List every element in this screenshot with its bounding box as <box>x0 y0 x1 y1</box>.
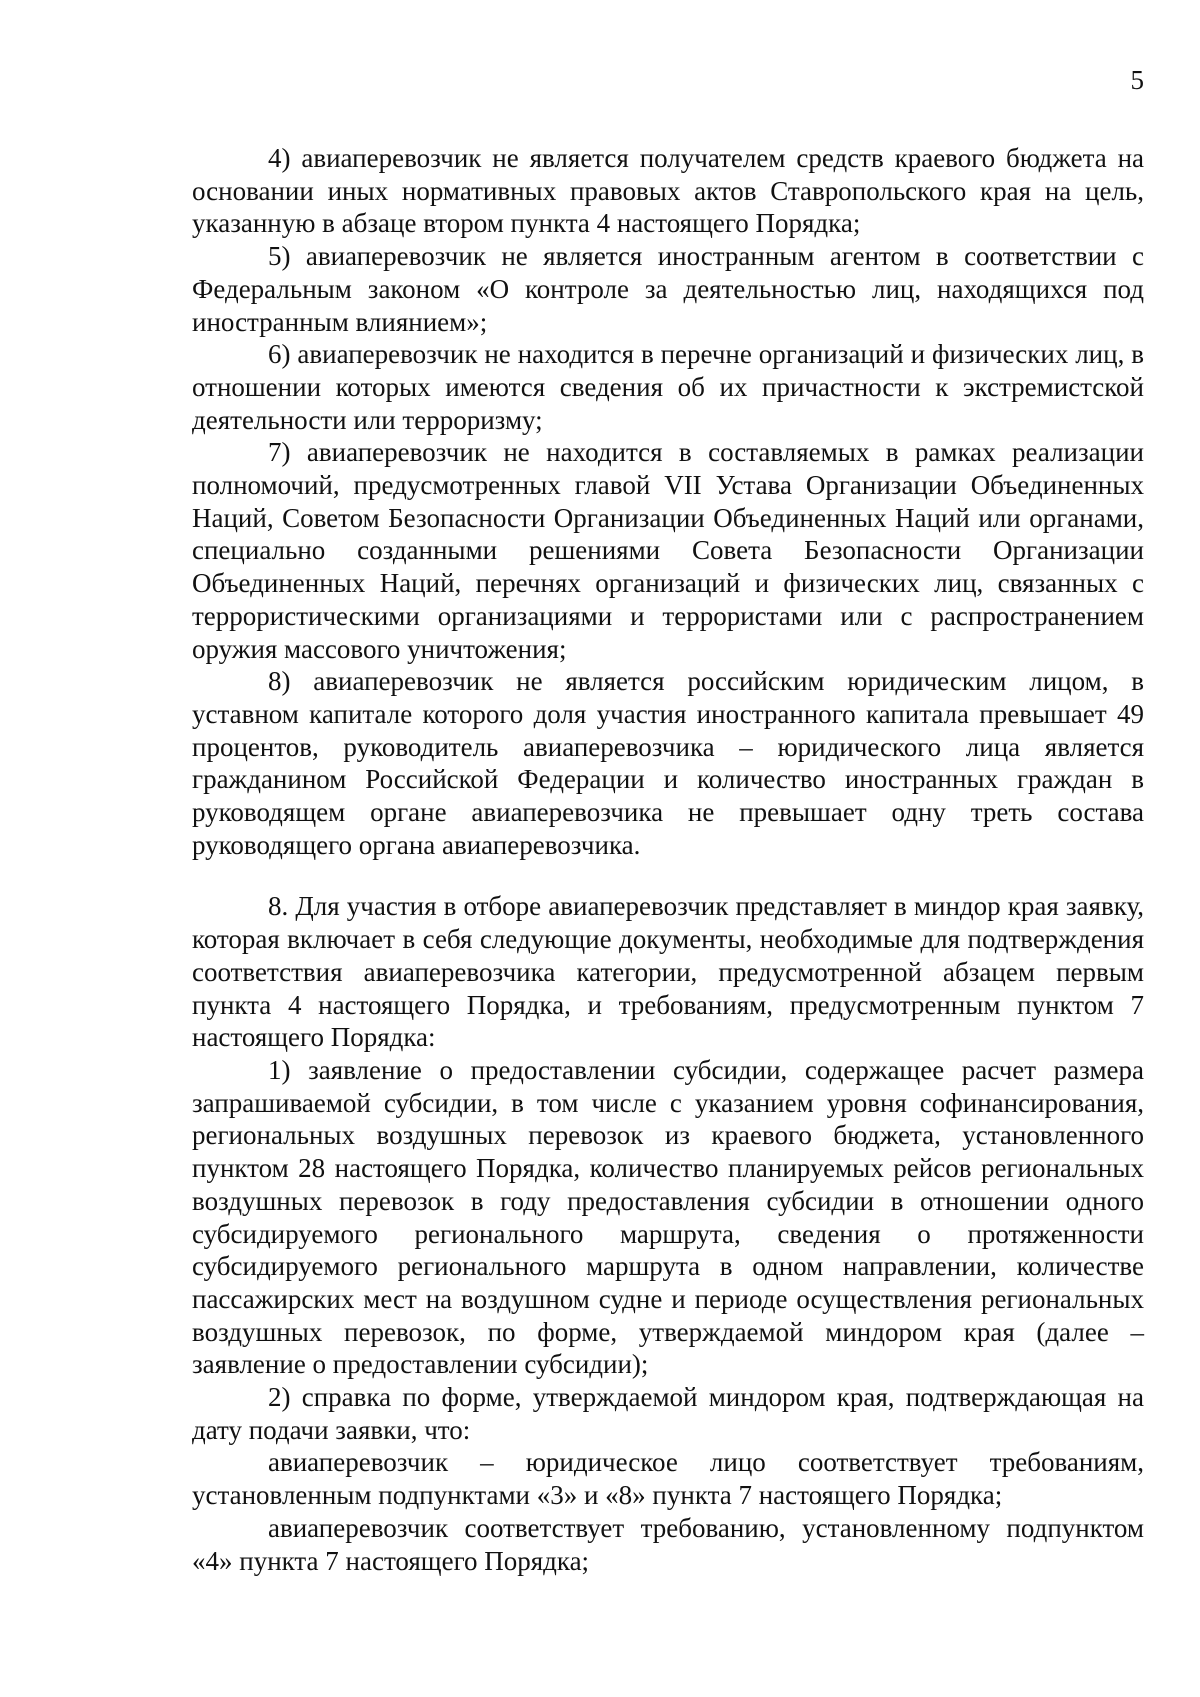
paragraph-item-4: 4) авиаперевозчик не является получателем средств краевого бюджета на основании иных нормативных правовых актов Ставропольского края на цель, указанную в абзаце втором пункта 4 настоящего Порядка; <box>192 143 1144 239</box>
paragraph-indent-2: авиаперевозчик соответствует требованию, установленному подпунктом «4» пункта 7 настоящего Порядка; <box>192 1512 1144 1576</box>
paragraph-subpoint-2: 2) справка по форме, утверждаемой миндором края, подтверждающая на дату подачи заявки, что: <box>192 1382 1144 1445</box>
paragraph-indent-1: авиаперевозчик – юридическое лицо соответствует требованиям, установленным подпунктами «3» и «8» пункта 7 настоящего Порядка; <box>192 1447 1144 1511</box>
paragraph-item-6: 6) авиаперевозчик не находится в перечне организаций и физических лиц, в отношении которых имеются сведения об их причастности к экстремистской деятельности или терроризму; <box>192 339 1144 435</box>
page-number: 5 <box>1130 65 1144 95</box>
paragraph-item-5: 5) авиаперевозчик не является иностранным агентом в соответствии с Федеральным законом «О контроле за деятельностью лиц, находящихся под иностранным влиянием»; <box>192 241 1144 337</box>
paragraph-item-8: 8) авиаперевозчик не является российским юридическим лицом, в уставном капитале которого доля участия иностранного капитала превышает 49 процентов, руководитель авиаперевозчика – юридического лица является гражданином Российской Федерации и количество иностранных граждан в руководящем органе авиаперевозчика не превышает одну треть состава руководящего органа авиаперевозчика. <box>192 666 1144 860</box>
paragraph-item-7: 7) авиаперевозчик не находится в составляемых в рамках реализации полномочий, предусмотренных главой VII Устава Организации Объединенных Наций, Советом Безопасности Организации Объединенных Наций или органами, специально созданными решениями Совета Безопасности Организации Объединенных Наций, перечнях организаций и физических лиц, связанных с террористическими организациями и террористами или с распространением оружия массового уничтожения; <box>192 437 1144 664</box>
paragraph-point-8: 8. Для участия в отборе авиаперевозчик представляет в миндор края заявку, которая включает в себя следующие документы, необходимые для подтверждения соответствия авиаперевозчика категории, предусмотренной абзацем первым пункта 4 настоящего Порядка, и требованиям, предусмотренным пунктом 7 настоящего Порядка: <box>192 891 1144 1053</box>
paragraph-subpoint-1: 1) заявление о предоставлении субсидии, содержащее расчет размера запрашиваемой субсидии, в том числе с указанием уровня софинансирования, региональных воздушных перевозок из краевого бюджета, установленного пунктом 28 настоящего Порядка, количество планируемых рейсов региональных воздушных перевозок в году предоставления субсидии в отношении одного субсидируемого регионального маршрута, сведения о протяженности субсидируемого регионального маршрута в одном направлении, количестве пассажирских мест на воздушном судне и периоде осуществления региональных воздушных перевозок, по форме, утверждаемой миндором края (далее – заявление о предоставлении субсидии); <box>192 1054 1144 1380</box>
document-body <box>192 142 1144 1577</box>
